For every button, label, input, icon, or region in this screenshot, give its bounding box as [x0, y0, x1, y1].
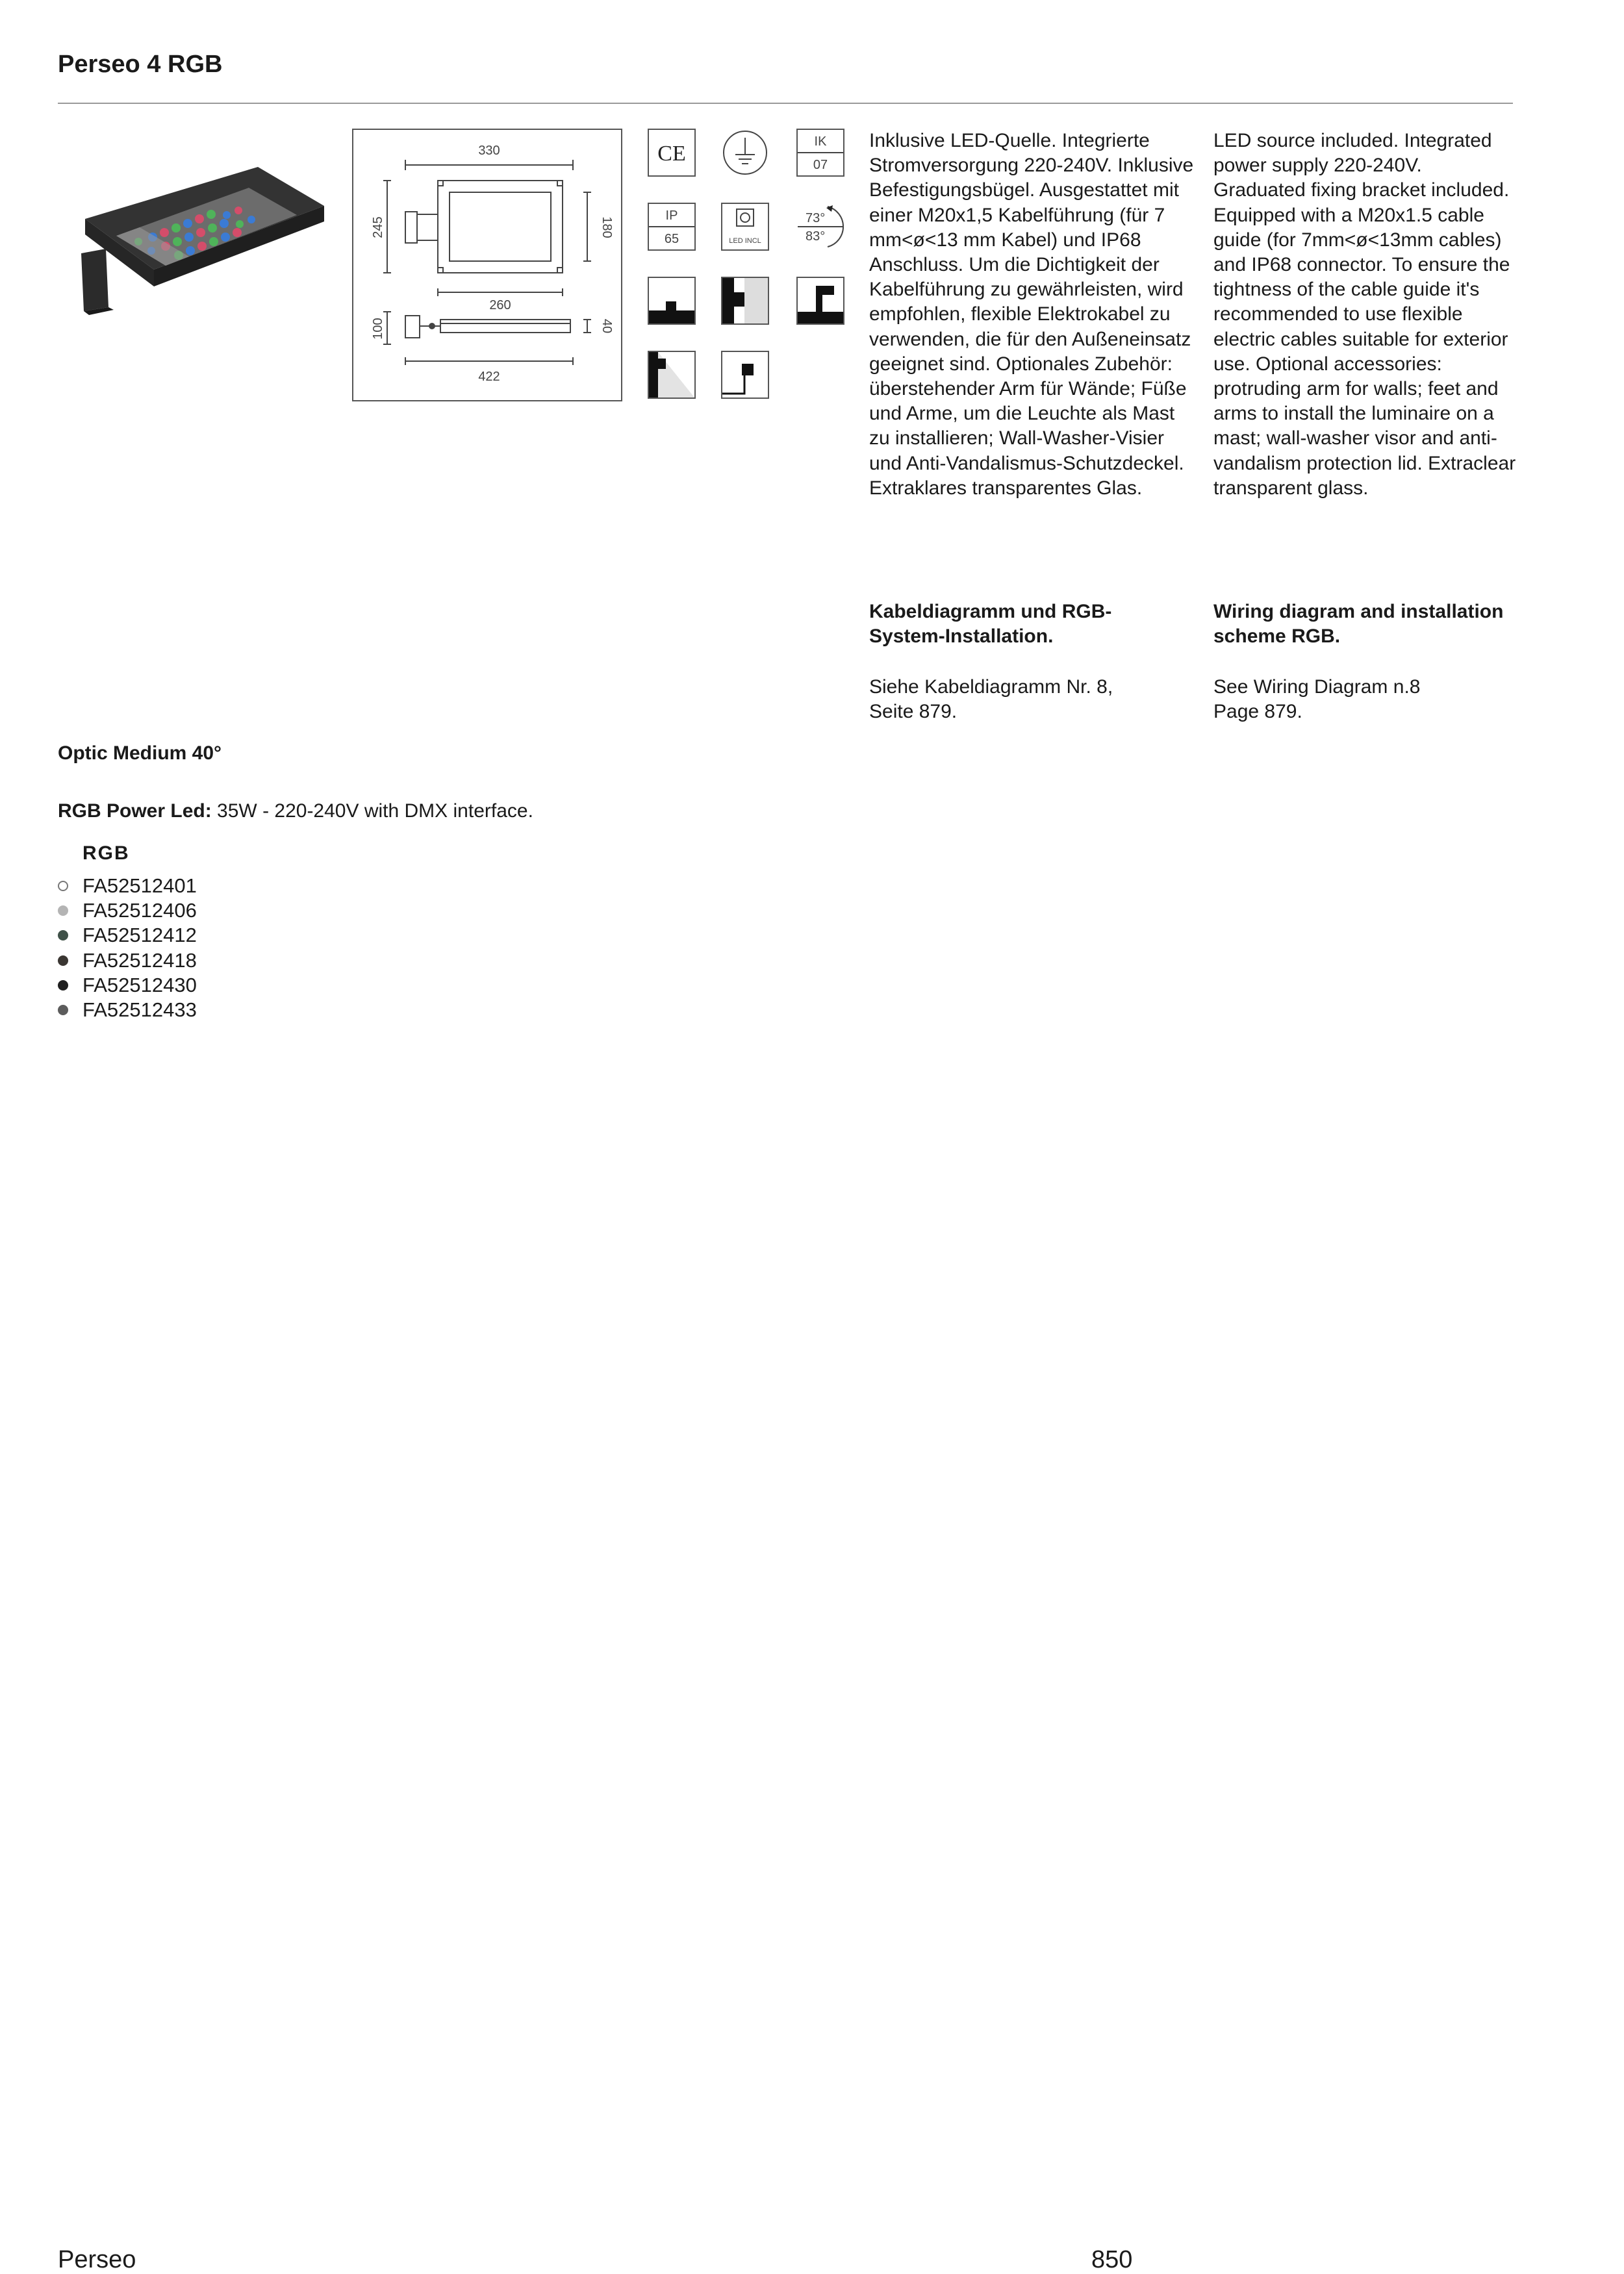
protection-class-icon [721, 129, 769, 177]
svg-text:65: 65 [664, 232, 679, 246]
product-code: FA52512401 [82, 874, 197, 897]
svg-text:IP: IP [665, 208, 678, 223]
dim-height-right: 180 [600, 216, 614, 238]
power-spec-value: 35W - 220-240V with DMX interface. [217, 800, 533, 822]
color-swatch [58, 881, 68, 891]
wiring-reference-en: See Wiring Diagram n.8 Page 879. [1213, 676, 1421, 723]
svg-text:83°: 83° [806, 229, 826, 244]
ce-mark-icon [648, 129, 696, 177]
svg-text:73°: 73° [806, 211, 826, 225]
color-swatch [58, 980, 68, 991]
ip-rating-badge [648, 203, 696, 251]
color-swatch [58, 930, 68, 941]
product-code: FA52512433 [82, 998, 197, 1021]
page-title: Perseo 4 RGB [58, 51, 223, 78]
tilt-angle-icon [796, 203, 844, 251]
dim-total-length: 422 [478, 370, 500, 384]
color-swatch [58, 955, 68, 966]
recessed-mount-icon [721, 351, 769, 399]
product-code: FA52512406 [82, 899, 197, 922]
product-image [62, 159, 335, 322]
color-swatch [58, 1005, 68, 1015]
product-code: FA52512430 [82, 973, 197, 996]
list-item [58, 948, 197, 973]
beam-direction-icon [648, 351, 696, 399]
svg-text:CE: CE [657, 142, 686, 166]
color-swatch [58, 905, 68, 916]
power-spec [58, 800, 533, 822]
product-code: FA52512418 [82, 948, 197, 972]
description-de: Inklusive LED-Quelle. Integrierte Stromversorgung 220-240V. Inklusive Befestigungsbügel. Ausgestattet mit einer M20x1,5 Kabelführung (für 7 mm<ø<13 mm Kabel) und IP68 Anschluss. Um die Dichtigkeit der Kabelführung zu gewährleisten, wird empfohlen, flexible Elektrokabel zu verwenden, die für den Außeneinsatz geeignet sind. Optionales Zubehör: überstehender Arm für Wände; Füße und Arme, um die Leuchte als Mast zu installieren; Wall-Washer-Visier und Anti-Vandalismus-Schutzdeckel. Extraklares transparentes Glas. [869, 130, 1194, 499]
dim-height-left: 245 [371, 216, 385, 238]
rgb-heading: RGB [82, 842, 130, 864]
list-item [58, 923, 197, 948]
product-code: FA52512412 [82, 924, 197, 947]
wiring-reference-de: Siehe Kabeldiagramm Nr. 8, Seite 879. [869, 676, 1113, 723]
list-item [58, 973, 197, 998]
list-item [58, 998, 197, 1022]
dim-top-width: 330 [478, 144, 500, 158]
wiring-heading-en: Wiring diagram and installation scheme RGB. [1213, 601, 1504, 648]
led-included-icon [721, 203, 769, 251]
mounting-wall-icon [721, 277, 769, 325]
optic-label: Optic Medium 40° [58, 742, 222, 764]
footer-section-name: Perseo [58, 2246, 136, 2273]
dim-bottom-width: 260 [489, 298, 511, 312]
svg-text:LED INCL: LED INCL [729, 237, 761, 245]
list-item [58, 874, 197, 898]
list-item [58, 898, 197, 923]
ik-rating-badge [796, 129, 844, 177]
dim-side-height: 100 [371, 318, 385, 340]
product-code-list [58, 874, 197, 1022]
svg-text:IK: IK [814, 134, 827, 149]
mounting-floor-icon [648, 277, 696, 325]
dimension-drawing [352, 129, 622, 401]
page-number: 850 [1091, 2246, 1133, 2273]
svg-text:07: 07 [813, 158, 828, 172]
dim-side-depth: 40 [600, 318, 614, 334]
power-spec-label: RGB Power Led: [58, 800, 212, 822]
title-divider [58, 103, 1513, 104]
description-en: LED source included. Integrated power supply 220-240V. Graduated fixing bracket included. Equipped with a M20x1.5 cable guide (for 7mm<ø<13mm cables) and IP68 connector. To ensure the tightness of the cable guide it's recommended to use flexible electric cables suitable for exterior use. Optional accessories: protruding arm for walls; feet and arms to install the luminaire on a mast; wall-washer visor and anti-vandalism protection lid. Extraclear transparent glass. [1213, 130, 1516, 499]
mounting-pole-icon [796, 277, 844, 325]
wiring-heading-de: Kabeldiagramm und RGB-System-Installation. [869, 601, 1112, 648]
